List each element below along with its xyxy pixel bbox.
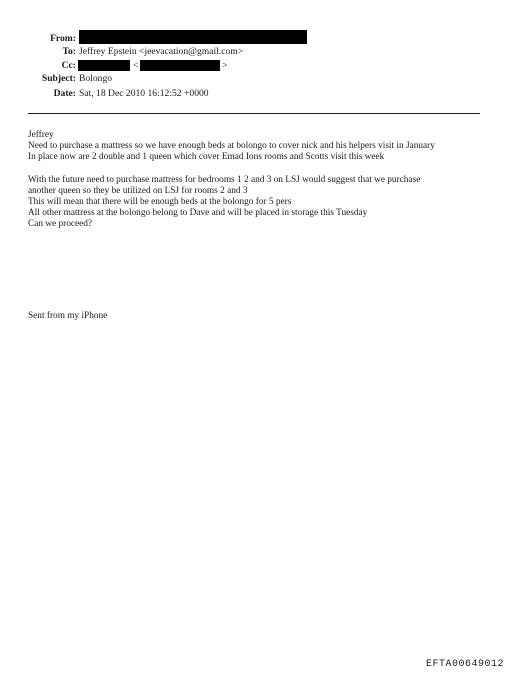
header-divider xyxy=(28,113,480,114)
body-line: All other mattress at the bolongo belong to Dave and will be placed in storage this Tuesday xyxy=(28,208,368,219)
body-line: Jeffrey xyxy=(28,130,54,140)
body-line: Need to purchase a mattress so we have enough beds at bolongo to cover nick and his helpers visit in January xyxy=(28,141,435,152)
cc-open-bracket: < xyxy=(133,60,139,71)
cc-redaction-email xyxy=(140,60,220,71)
subject-label: Subject: xyxy=(41,73,76,84)
body-line: Can we proceed? xyxy=(28,219,93,230)
body-paragraph-1 xyxy=(28,130,435,163)
cc-redaction-name xyxy=(78,60,130,71)
subject-value: Bolongo xyxy=(79,73,113,84)
signature: Sent from my iPhone xyxy=(28,311,108,321)
date-label: Date: xyxy=(53,88,76,99)
from-label: From: xyxy=(50,33,76,44)
body-line: With the future need to purchase mattress for bedrooms 1 2 and 3 on LSJ would suggest that we purchase xyxy=(28,175,421,185)
body-line: This will mean that there will be enough beds at the bolongo for 5 pers xyxy=(28,197,292,208)
cc-label: Cc: xyxy=(61,60,76,71)
body-paragraph-2 xyxy=(28,175,420,230)
cc-close-bracket: > xyxy=(222,60,228,71)
from-redaction xyxy=(79,30,307,44)
to-label: To: xyxy=(62,46,76,57)
date-value: Sat, 18 Dec 2010 16:12:52 +0000 xyxy=(79,88,209,99)
bates-number: EFTA00649012 xyxy=(425,659,504,670)
body-line: In place now are 2 double and 1 queen which cover Emad Ions rooms and Scotts visit this week xyxy=(28,152,385,163)
to-value: Jeffrey Epstein <jeevacation@gmail.com> xyxy=(79,46,244,57)
body-line: another queen so they be utilized on LSJ for rooms 2 and 3 xyxy=(28,186,248,197)
